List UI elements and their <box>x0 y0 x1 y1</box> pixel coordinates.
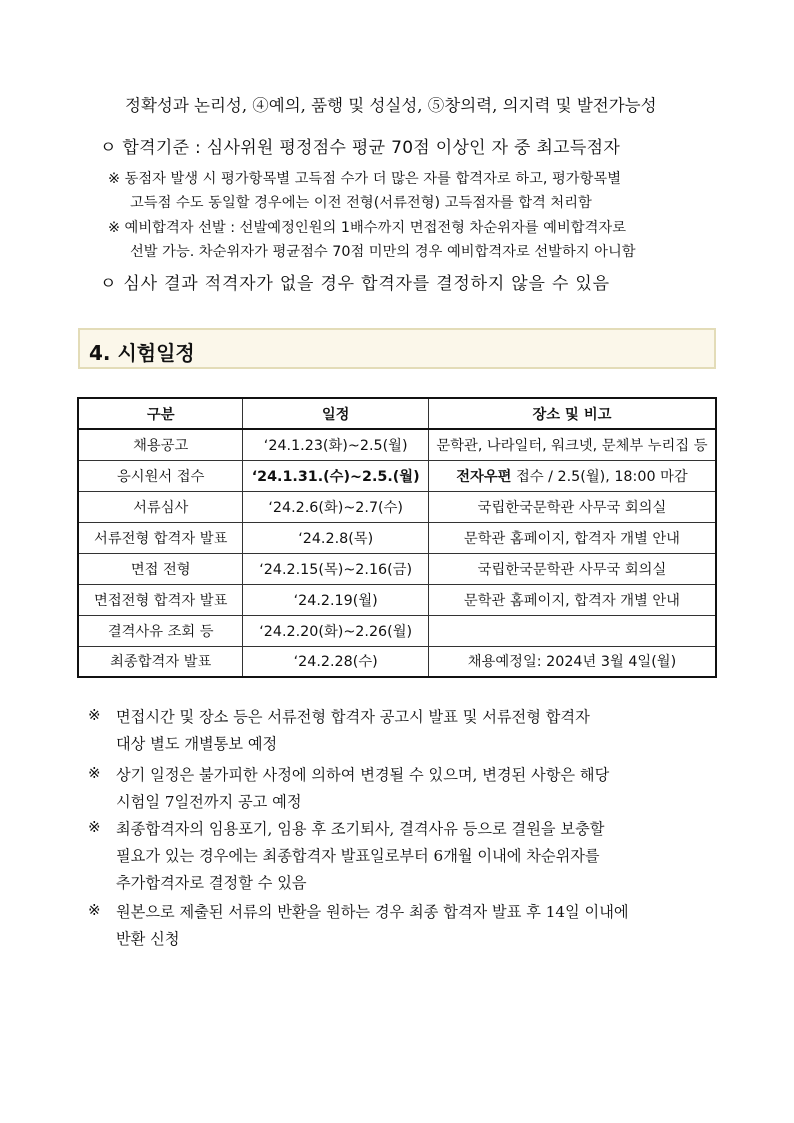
row-date: ‘24.2.19(월) <box>243 584 428 615</box>
row-remarks: 문학관 홈페이지, 합격자 개별 안내 <box>428 522 716 553</box>
section-header <box>78 328 716 369</box>
reserve-note-line-2: 선발 가능. 차순위자가 평균점수 70점 미만의 경우 예비합격자로 선발하지 아니함 <box>130 244 636 260</box>
table-row <box>78 460 716 491</box>
table-row <box>78 615 716 646</box>
row-remarks: 국립한국문학관 사무국 회의실 <box>428 491 716 522</box>
row-category: 서류심사 <box>78 491 243 522</box>
table-row <box>78 522 716 553</box>
row-category: 면접전형 합격자 발표 <box>78 584 243 615</box>
row-category: 서류전형 합격자 발표 <box>78 522 243 553</box>
schedule-table <box>77 397 717 678</box>
footnote-line: 대상 별도 개별통보 예정 <box>116 735 278 753</box>
table-row <box>78 553 716 584</box>
footnote-line: 반환 신청 <box>116 930 180 948</box>
footnote-line: 원본으로 제출된 서류의 반환을 원하는 경우 최종 합격자 발표 후 14일 이내에 <box>116 903 629 921</box>
row-remarks <box>428 460 716 491</box>
row-date: ‘24.2.6(화)~2.7(수) <box>243 491 428 522</box>
row-date: ‘24.2.28(수) <box>243 646 428 677</box>
header-category: 구분 <box>78 398 243 429</box>
table-row <box>78 646 716 677</box>
reference-mark-icon: ※ <box>88 764 101 782</box>
footnote-line: 면접시간 및 장소 등은 서류전형 합격자 공고시 발표 및 서류전형 합격자 <box>116 708 590 726</box>
row-remarks: 문학관, 나라일터, 워크넷, 문체부 누리집 등 <box>428 429 716 460</box>
evaluation-criteria-continuation: 정확성과 논리성, ④예의, 품행 및 성실성, ⑤창의력, 의지력 및 발전가능성 <box>125 96 657 115</box>
row-category: 면접 전형 <box>78 553 243 584</box>
section-title: 4. 시험일정 <box>89 341 195 365</box>
row-category: 채용공고 <box>78 429 243 460</box>
row-remarks <box>428 615 716 646</box>
row-remarks: 채용예정일: 2024년 3월 4일(월) <box>428 646 716 677</box>
reserve-note-line-1: ※ 예비합격자 선발 : 선발예정인원의 1배수까지 면접전형 차순위자를 예비합격자로 <box>108 220 627 236</box>
row-date: ‘24.2.20(화)~2.26(월) <box>243 615 428 646</box>
row-category: 응시원서 접수 <box>78 460 243 491</box>
no-selection-note: ㅇ 심사 결과 적격자가 없을 경우 합격자를 결정하지 않을 수 있음 <box>100 274 610 294</box>
row-date: ‘24.1.31.(수)~2.5.(월) <box>243 460 428 491</box>
table-row <box>78 491 716 522</box>
header-schedule: 일정 <box>243 398 428 429</box>
table-row <box>78 429 716 460</box>
table-row <box>78 584 716 615</box>
header-place-remarks: 장소 및 비고 <box>428 398 716 429</box>
row-date: ‘24.2.15(목)~2.16(금) <box>243 553 428 584</box>
row-category: 결격사유 조회 등 <box>78 615 243 646</box>
row-date: ‘24.2.8(목) <box>243 522 428 553</box>
footnote-line: 추가합격자로 결정할 수 있음 <box>116 874 307 892</box>
table-header-row <box>78 398 716 429</box>
footnote-line: 최종합격자의 임용포기, 임용 후 조기퇴사, 결격사유 등으로 결원을 보충할 <box>116 820 605 838</box>
row-category: 최종합격자 발표 <box>78 646 243 677</box>
footnote-line: 필요가 있는 경우에는 최종합격자 발표일로부터 6개월 이내에 차순위자를 <box>116 847 600 865</box>
footnote-line: 시험일 7일전까지 공고 예정 <box>116 793 302 811</box>
reference-mark-icon: ※ <box>88 706 101 724</box>
reference-mark-icon: ※ <box>88 901 101 919</box>
tie-break-note-line-1: ※ 동점자 발생 시 평가항목별 고득점 수가 더 많은 자를 합격자로 하고, 평가항목별 <box>108 171 622 187</box>
pass-criteria: ㅇ 합격기준 : 심사위원 평정점수 평균 70점 이상인 자 중 최고득점자 <box>100 138 621 158</box>
tie-break-note-line-2: 고득점 수도 동일할 경우에는 이전 전형(서류전형) 고득점자를 합격 처리함 <box>130 195 592 211</box>
row-remarks: 국립한국문학관 사무국 회의실 <box>428 553 716 584</box>
reference-mark-icon: ※ <box>88 818 101 836</box>
submission-deadline: 접수 / 2.5(월), 18:00 마감 <box>511 468 688 485</box>
row-date: ‘24.1.23(화)~2.5(월) <box>243 429 428 460</box>
email-submission-label: 전자우편 <box>456 468 512 485</box>
row-remarks: 문학관 홈페이지, 합격자 개별 안내 <box>428 584 716 615</box>
footnote-line: 상기 일정은 불가피한 사정에 의하여 변경될 수 있으며, 변경된 사항은 해당 <box>116 766 610 784</box>
